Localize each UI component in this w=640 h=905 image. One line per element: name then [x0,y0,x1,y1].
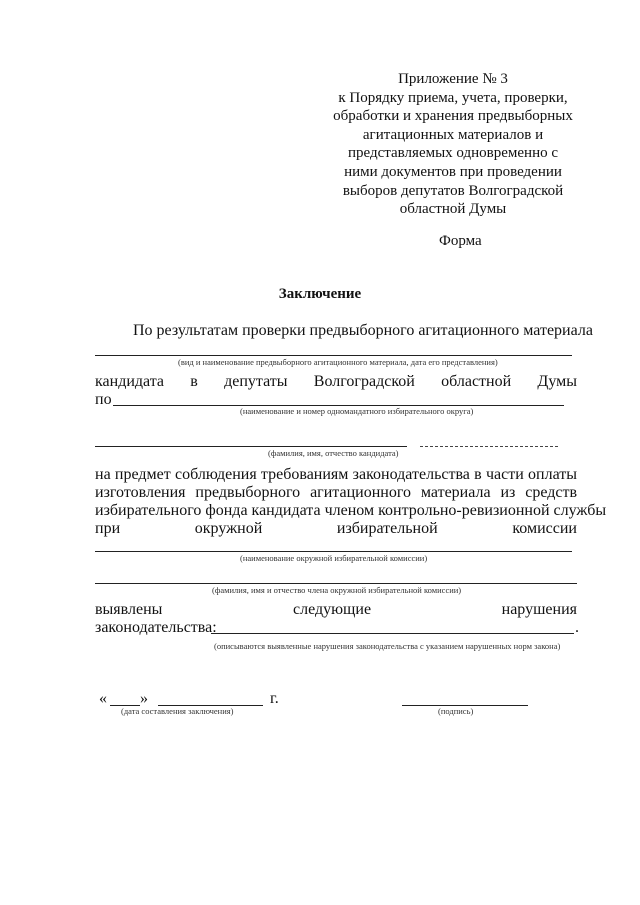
paragraph-line: изготовления предвыборного агитационного материала из средств [95,484,577,501]
found-line [95,601,577,619]
header-line: представляемых одновременно с [348,145,558,162]
word: при [95,520,121,537]
header-line: выборов депутатов Волгоградской [342,182,564,199]
header-line: Приложение № 3 [398,71,508,87]
caption-district: (наименование и номер одномандатного избирательного округа) [240,406,474,416]
caption-member: (фамилия, имя и отчество члена окружной избирательной комиссии) [212,585,462,595]
word: нарушения [501,601,577,618]
caption-commission: (наименование окружной избирательной комиссии) [240,553,428,563]
appendix-header [310,70,596,219]
caption-material: (вид и наименование предвыборного агитационного материала, дата его представления) [178,357,498,367]
word: Думы [537,373,577,390]
legislation-label: законодательства: [95,619,217,636]
caption-violations: (описываются выявленные нарушения законодательства с указанием нарушенных норм закона) [214,641,561,651]
period: . [575,619,579,636]
word: следующие [292,601,372,618]
candidate-fio-field-tail[interactable] [420,446,558,447]
word: депутаты [224,373,288,390]
member-field[interactable] [95,583,577,584]
paragraph-last-line [95,520,577,538]
commission-field[interactable] [95,551,572,552]
caption-signature: (подпись) [438,706,474,716]
quote-open: « [99,690,107,707]
candidate-line [95,373,577,391]
header-line: агитационных материалов и [362,126,544,143]
caption-date: (дата составления заключения) [121,706,234,716]
word: областной [441,373,512,390]
word: избирательной [336,520,438,537]
word: в [190,373,198,390]
word: кандидата [95,373,165,390]
year-suffix: г. [270,690,279,707]
candidate-fio-field[interactable] [95,446,407,447]
caption-fio: (фамилия, имя, отчество кандидата) [268,448,399,458]
header-line: областной Думы [399,201,507,218]
quote-close: » [140,690,148,707]
document-title: Заключение [278,286,362,302]
word: Волгоградской [313,373,415,390]
material-field[interactable] [95,355,572,356]
header-line: ними документов при проведении [344,163,562,180]
paragraph-line: избирательного фонда кандидата членом контрольно-ревизионной службы [95,502,607,519]
word: комиссии [512,520,577,537]
word: выявлены [95,601,163,618]
violations-field[interactable] [211,633,574,634]
paragraph-line: на предмет соблюдения требованиям законодательства в части оплаты [95,466,577,483]
header-line: обработки и хранения предвыборных [333,108,573,125]
po-label: по [95,391,112,408]
word: окружной [194,520,263,537]
intro-text: По результатам проверки предвыборного агитационного материала [133,322,593,339]
form-label: Форма [439,233,482,249]
header-line: к Порядку приема, учета, проверки, [338,89,568,106]
